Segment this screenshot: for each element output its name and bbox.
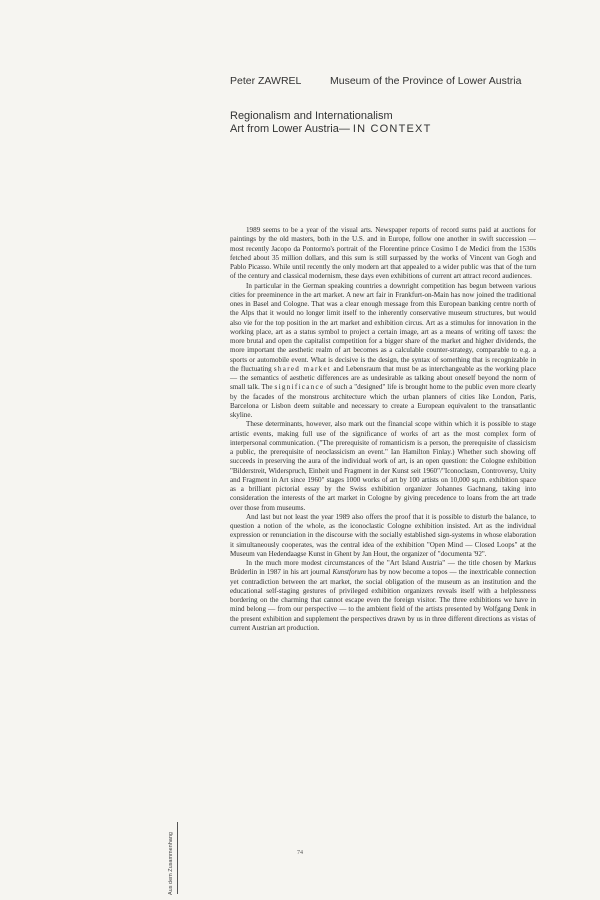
author-name: Peter ZAWREL xyxy=(230,75,302,87)
museum-name: Museum of the Province of Lower Austria xyxy=(330,75,522,87)
paragraph-1: 1989 seems to be a year of the visual arts. Newspaper reports of record sums paid at auctions for paintings by the old masters, both in the U.S. and in Europe, follow one another in swift succession — most recently Jacopo da Pontormo's portrait of the Florentine prince Cosimo I de Medici from the 1530s fetched about 35 million dollars, and this sum is still surpassed by the works of Vincent van Gogh and Pablo Picasso. While until recently the only modern art that appealed to a wider public was that of the turn of the century and classical modernism, these days even exhibitions of current art attract record audiences. xyxy=(230,226,536,281)
paragraph-2-part-b: and Lebensraum that must be as interchangeable as the working place — the semantics of aesthetic differences are as undesirable as talking about oneself beyond the norm of small talk. The xyxy=(230,364,536,392)
side-section-label: Aus dem Zusammenhang xyxy=(168,832,174,895)
title-in-context: IN CONTEXT xyxy=(352,123,432,135)
paragraph-4: And last but not least the year 1989 also offers the proof that it is possible to disturb the balance, to question a notion of the whole, as the iconoclastic Cologne exhibition insisted. Art as the individual expression or renunciation in the discourse with the socially established sign-systems in whose elaboration it simultaneously cooperates, was the central idea of the exhibition "Open Mind — Closed Loops" at the Museum van Hedendaagse Kunst in Ghent by Jan Hout, the organizer of "documenta '92". xyxy=(230,512,536,558)
page-number: 74 xyxy=(297,850,303,856)
spaced-term-shared-market: shared market xyxy=(273,364,332,373)
paragraph-2-part-c: of such a "designed" life is brought home to the public even more clearly by the facades of the monstrous architecture which the urban planners of cities like London, Paris, Barcelona or Lisbon deem suitable and necessary to create a European equivalent to the transatlantic skyline. xyxy=(230,383,537,419)
paragraph-5 xyxy=(230,559,536,633)
article-body xyxy=(230,226,536,633)
title-line-2 xyxy=(230,123,550,136)
paragraph-2 xyxy=(230,282,536,421)
title-line-1: Regionalism and Internationalism xyxy=(230,110,393,122)
article-title xyxy=(230,110,550,136)
paragraph-3: These determinants, however, also mark out the financial scope within which it is possible to stage artistic events, making full use of the significance of works of art as the most complex form of interpersonal communication. ("The prerequisite of romanticism is a person, the prerequisite of classicism a public, the prerequisite of neoclassicism an event." Ian Hamilton Finlay.) Whether such showing off succeeds in preserving the aura of the individual work of art, is an open question: the Cologne exhibition "Bilderstreit, Widerspruch, Einheit und Fragment in der Kunst seit 1960"/"Iconoclasm, Controversy, Unity and Fragment in Art since 1960" stages 1000 works of art by 100 artists on 10,000 sq.m. exhibition space as a brilliant pictorial essay by the Swiss exhibition organizer Johannes Gachnang, taking into consideration the interests of the art market in Cologne by giving precedence to loans from the art trade over those from museums. xyxy=(230,420,536,512)
journal-title-italic: Kunstforum xyxy=(332,568,366,577)
side-divider xyxy=(177,822,178,894)
paragraph-5-part-a: In the much more modest circumstances of the "Art Island Austria" — the title chosen by Markus Brüderlin in 1987 in his art journal xyxy=(230,559,536,577)
paragraph-2-part-a: In particular in the German speaking countries a downright competition has begun between various cities for preeminence in the art market. A new art fair in Frankfurt-on-Main has now joined the traditional ones in Basel and Cologne. That was a clear enough message from this European banking centre north of the Alps that it would no longer limit itself to the inherently conservative museum structures, but would also vie for the top position in the art market and exhibition circus. Art as a stimulus for innovation in the working place, art as a status symbol to project a certain image, art as a means of writing off taxes: the more brutal and open the capitalist competition for a bigger share of the market and higher dividends, the more important the aesthetic realm of art becomes as a calculable counter-strategy, comparable to e.g. a sports or automobile event. What is decisive is the design, the syntax of something that is recognizable in the fluctuating xyxy=(230,281,536,373)
spaced-term-significance: significance xyxy=(274,383,325,392)
title-line-2-prefix: Art from Lower Austria— xyxy=(230,123,353,135)
paragraph-5-part-b: has by now become a topos — the inextricable connection yet contradiction between the art market, the social obligation of the museum as an institution and the educational self-staging gestures of privileged exhibition organizers reveals itself with a helplessness bordering on the charming that cannot escape even the foreign visitor. The three exhibitions we have in mind belong — from our perspective — to the ambient field of the artists presented by Wolfgang Denk in the present exhibition and supplement the perspectives drawn by us in three different directions as vistas of current Austrian art production. xyxy=(230,568,536,632)
